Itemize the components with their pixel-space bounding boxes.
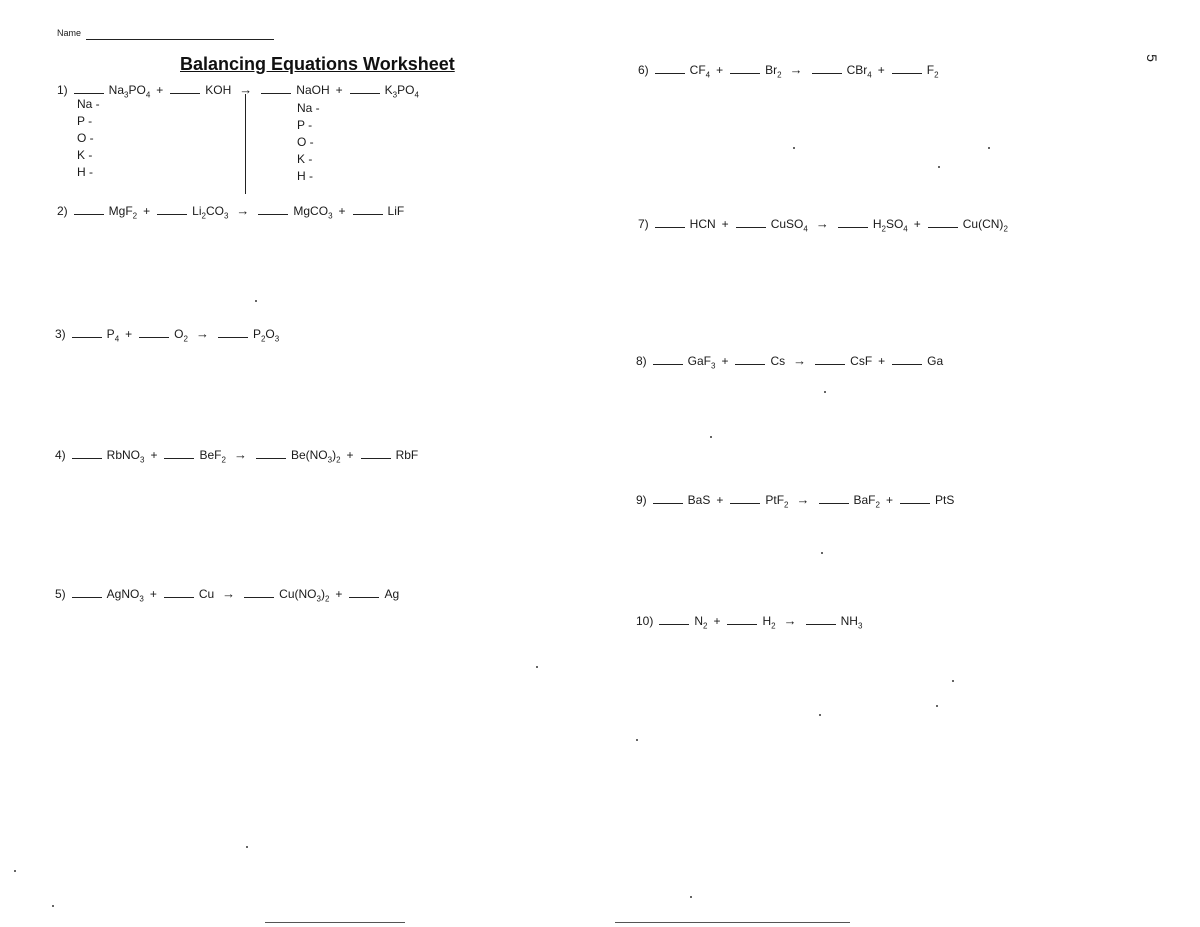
- reaction-arrow: →: [793, 353, 807, 368]
- coefficient-blank[interactable]: [72, 448, 102, 459]
- problem-1-atom-count-right: [297, 100, 320, 185]
- coefficient-blank[interactable]: [653, 493, 683, 504]
- product: $NH_3$: [840, 614, 863, 631]
- coefficient-blank[interactable]: [164, 587, 194, 598]
- plus-sign: +: [713, 614, 721, 628]
- atom-count-row: Na -: [297, 101, 320, 115]
- plus-sign: +: [125, 327, 133, 341]
- atom-count-row: K -: [77, 148, 93, 162]
- reactant: $P_4$: [106, 327, 120, 344]
- reactant: Cs: [770, 354, 786, 368]
- problem-1-atom-count-left: [77, 96, 100, 181]
- reactant: $CF_4$: [689, 63, 711, 80]
- worksheet-title: Balancing Equations Worksheet: [180, 54, 455, 74]
- coefficient-blank[interactable]: [928, 217, 958, 228]
- atom-count-row: P -: [77, 114, 93, 128]
- reactant: RbNO$_3$: [106, 448, 145, 465]
- footer-scan-line: [265, 922, 405, 923]
- reaction-arrow: →: [796, 492, 810, 507]
- coefficient-blank[interactable]: [261, 83, 291, 94]
- atom-count-row: H -: [297, 169, 313, 183]
- product: $F_2$: [926, 63, 939, 80]
- reactant: PtF$_2$: [765, 493, 789, 510]
- atom-count-divider: [245, 94, 246, 194]
- product: RbF: [395, 448, 419, 462]
- name-field-line[interactable]: [86, 39, 274, 40]
- problem-2-equation: [57, 203, 406, 220]
- problem-1-equation: [57, 82, 421, 99]
- coefficient-blank[interactable]: [350, 83, 380, 94]
- reaction-arrow: →: [239, 82, 253, 97]
- product: PtS: [934, 493, 955, 507]
- coefficient-blank[interactable]: [349, 587, 379, 598]
- plus-sign: +: [335, 587, 343, 601]
- plus-sign: +: [913, 217, 921, 231]
- scan-speck: [52, 905, 54, 907]
- problem-number: 10): [636, 614, 654, 628]
- coefficient-blank[interactable]: [892, 354, 922, 365]
- product: LiF: [387, 204, 405, 218]
- coefficient-blank[interactable]: [353, 204, 383, 215]
- plus-sign: +: [156, 83, 164, 97]
- coefficient-blank[interactable]: [655, 217, 685, 228]
- product: NaOH: [296, 83, 330, 97]
- plus-sign: +: [338, 204, 346, 218]
- problem-number: 5): [55, 587, 66, 601]
- product: CBr$_4$: [846, 63, 872, 80]
- product: $Be(NO_3)_2$: [290, 448, 341, 465]
- coefficient-blank[interactable]: [819, 493, 849, 504]
- scan-speck: [821, 552, 823, 554]
- plus-sign: +: [878, 354, 886, 368]
- reactant: HCN: [689, 217, 716, 231]
- scan-speck: [246, 846, 248, 848]
- reaction-arrow: →: [233, 447, 247, 462]
- coefficient-blank[interactable]: [892, 63, 922, 74]
- coefficient-blank[interactable]: [730, 63, 760, 74]
- reactant: Cu: [198, 587, 215, 601]
- coefficient-blank[interactable]: [730, 493, 760, 504]
- reactant: BeF$_2$: [199, 448, 226, 465]
- coefficient-blank[interactable]: [655, 63, 685, 74]
- problem-number: 3): [55, 327, 66, 341]
- product: MgCO$_3$: [293, 204, 333, 221]
- plus-sign: +: [150, 448, 158, 462]
- coefficient-blank[interactable]: [736, 217, 766, 228]
- coefficient-blank[interactable]: [258, 204, 288, 215]
- footer-scan-line: [615, 922, 850, 923]
- scan-speck: [988, 147, 990, 149]
- atom-count-row: P -: [297, 118, 313, 132]
- problem-number: 9): [636, 493, 647, 507]
- reactant: KOH: [205, 83, 232, 97]
- product: $Cu(CN)_2$: [962, 217, 1008, 234]
- reactant: GaF$_3$: [687, 354, 716, 371]
- reaction-arrow: →: [236, 203, 250, 218]
- scan-speck: [690, 896, 692, 898]
- coefficient-blank[interactable]: [244, 587, 274, 598]
- reaction-arrow: →: [195, 326, 209, 341]
- scan-speck: [710, 436, 712, 438]
- coefficient-blank[interactable]: [727, 614, 757, 625]
- problem-10-equation: [636, 613, 864, 630]
- plus-sign: +: [143, 204, 151, 218]
- problem-4-equation: [55, 447, 420, 464]
- scan-speck: [14, 870, 16, 872]
- coefficient-blank[interactable]: [139, 327, 169, 338]
- coefficient-blank[interactable]: [218, 327, 248, 338]
- product: $P_2O_3$: [252, 327, 280, 344]
- scan-speck: [938, 166, 940, 168]
- product: $H_2SO_4$: [872, 217, 908, 234]
- reactant: $N_2$: [694, 614, 708, 631]
- page-number-mark: 5: [1144, 54, 1161, 62]
- scan-speck: [636, 739, 638, 741]
- plus-sign: +: [716, 493, 724, 507]
- problem-5-equation: [55, 586, 401, 603]
- product: CsF: [850, 354, 873, 368]
- problem-6-equation: [638, 62, 941, 79]
- coefficient-blank[interactable]: [72, 327, 102, 338]
- reaction-arrow: →: [222, 586, 236, 601]
- atom-count-row: K -: [297, 152, 313, 166]
- coefficient-blank[interactable]: [659, 614, 689, 625]
- coefficient-blank[interactable]: [812, 63, 842, 74]
- plus-sign: +: [721, 217, 729, 231]
- scan-speck: [824, 391, 826, 393]
- reaction-arrow: →: [815, 216, 829, 231]
- reactant: MgF$_2$: [108, 204, 138, 221]
- problem-number: 2): [57, 204, 68, 218]
- coefficient-blank[interactable]: [653, 354, 683, 365]
- problem-number: 6): [638, 63, 649, 77]
- product: $K_3PO_4$: [384, 83, 419, 100]
- reactant: CuSO$_4$: [770, 217, 808, 234]
- plus-sign: +: [716, 63, 724, 77]
- coefficient-blank[interactable]: [72, 587, 102, 598]
- scan-speck: [936, 705, 938, 707]
- reactant: BaS: [687, 493, 711, 507]
- coefficient-blank[interactable]: [815, 354, 845, 365]
- coefficient-blank[interactable]: [164, 448, 194, 459]
- coefficient-blank[interactable]: [806, 614, 836, 625]
- scan-speck: [793, 147, 795, 149]
- scan-speck: [952, 680, 954, 682]
- coefficient-blank[interactable]: [256, 448, 286, 459]
- coefficient-blank[interactable]: [74, 204, 104, 215]
- problem-8-equation: [636, 353, 945, 370]
- problem-number: 7): [638, 217, 649, 231]
- plus-sign: +: [346, 448, 354, 462]
- plus-sign: +: [885, 493, 893, 507]
- problem-7-equation: [638, 216, 1010, 233]
- reaction-arrow: →: [783, 613, 797, 628]
- product: Ga: [927, 354, 944, 368]
- plus-sign: +: [149, 587, 157, 601]
- scan-speck: [819, 714, 821, 716]
- problem-3-equation: [55, 326, 281, 343]
- reactant: $H_2$: [762, 614, 776, 631]
- reaction-arrow: →: [789, 62, 803, 77]
- problem-number: 8): [636, 354, 647, 368]
- product: Ag: [384, 587, 400, 601]
- coefficient-blank[interactable]: [735, 354, 765, 365]
- problem-number: 4): [55, 448, 66, 462]
- coefficient-blank[interactable]: [361, 448, 391, 459]
- atom-count-row: Na -: [77, 97, 100, 111]
- coefficient-blank[interactable]: [74, 83, 104, 94]
- coefficient-blank[interactable]: [170, 83, 200, 94]
- atom-count-row: O -: [297, 135, 314, 149]
- reactant: $O_2$: [174, 327, 188, 344]
- coefficient-blank[interactable]: [900, 493, 930, 504]
- product: BaF$_2$: [853, 493, 880, 510]
- name-label: Name: [57, 28, 82, 38]
- coefficient-blank[interactable]: [838, 217, 868, 228]
- problem-9-equation: [636, 492, 956, 509]
- problem-number: 1): [57, 83, 68, 97]
- reactant: AgNO$_3$: [106, 587, 144, 604]
- product: $Cu(NO_3)_2$: [279, 587, 330, 604]
- atom-count-row: H -: [77, 165, 93, 179]
- coefficient-blank[interactable]: [157, 204, 187, 215]
- scan-speck: [255, 300, 257, 302]
- reactant: $Li_2CO_3$: [192, 204, 229, 221]
- reactant: $Br_2$: [765, 63, 782, 80]
- plus-sign: +: [877, 63, 885, 77]
- reactant: $Na_3PO_4$: [108, 83, 151, 100]
- plus-sign: +: [335, 83, 343, 97]
- scan-speck: [536, 666, 538, 668]
- atom-count-row: O -: [77, 131, 94, 145]
- plus-sign: +: [721, 354, 729, 368]
